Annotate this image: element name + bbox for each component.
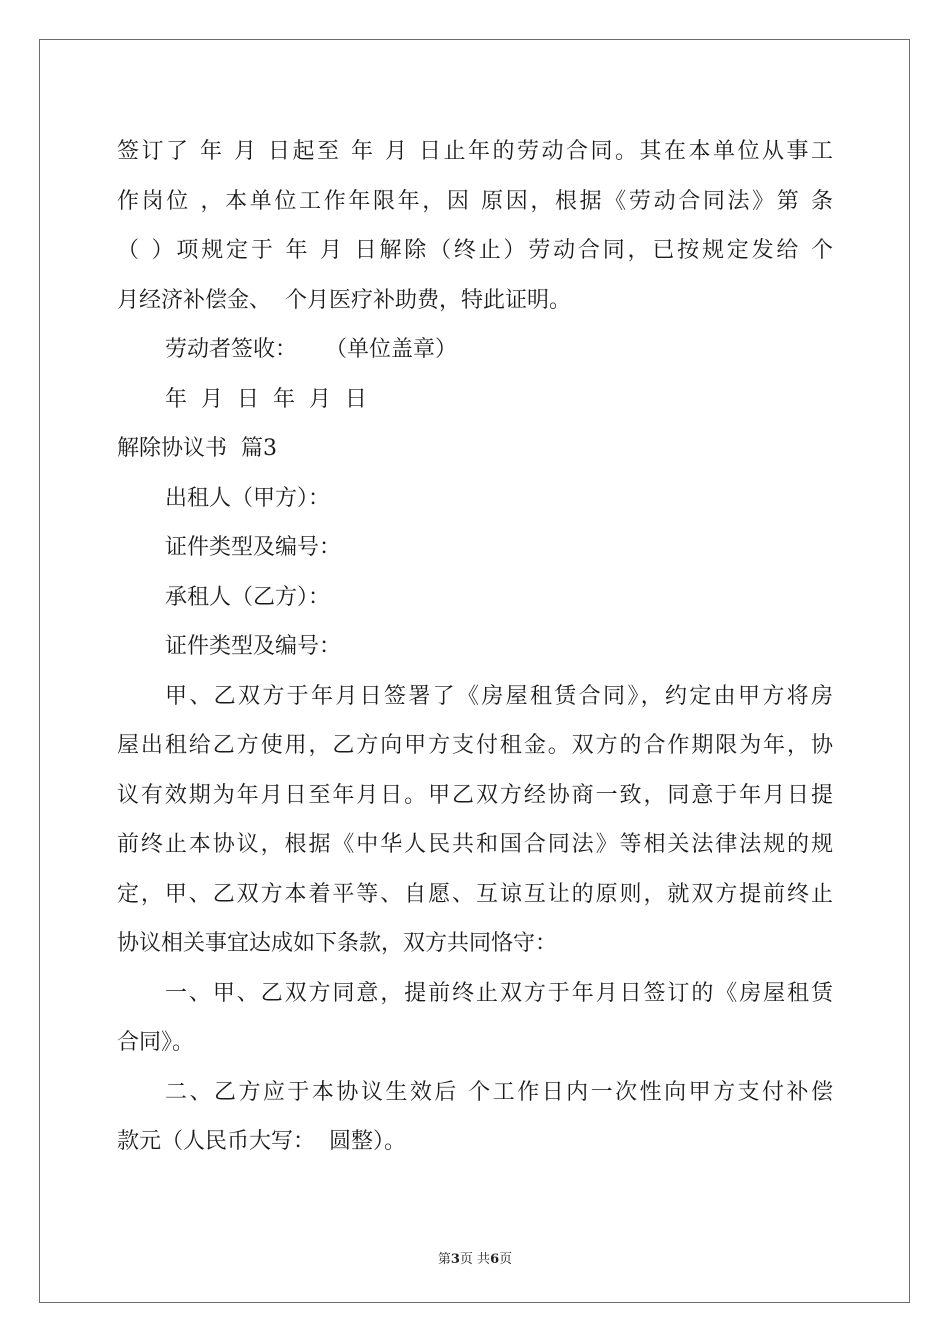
signature-line: 劳动者签收： （单位盖章） bbox=[165, 337, 457, 362]
clause-line: 二、乙方应于本协议生效后 个工作日内一次性向甲方支付补偿 bbox=[165, 1079, 833, 1105]
paragraph-line: 定，甲、乙双方本着平等、自愿、互谅互让的原则，就双方提前终止 bbox=[117, 881, 833, 907]
field-lessor-id: 证件类型及编号： bbox=[165, 535, 342, 560]
paragraph-line: 月经济补偿金、 个月医疗补助费，特此证明。 bbox=[117, 287, 571, 313]
section-heading: 解除协议书 篇3 bbox=[117, 436, 277, 461]
paragraph-line: 前终止本协议，根据《中华人民共和国合同法》等相关法律法规的规 bbox=[117, 832, 833, 857]
clause-line: 款元（人民币大写： 圆整）。 bbox=[117, 1129, 406, 1154]
paragraph-line: 协议相关事宜达成如下条款，双方共同恪守： bbox=[117, 931, 558, 956]
page-current: 3 bbox=[450, 1252, 460, 1267]
page-mid: 页 共 bbox=[459, 1252, 491, 1267]
paragraph-line: 屋出租给乙方使用，乙方向甲方支付租金。双方的合作期限为年，协 bbox=[117, 733, 833, 758]
paragraph-line: （ ）项规定于 年 月 日解除（终止）劳动合同，已按规定发给 个 bbox=[117, 238, 833, 263]
document-body bbox=[117, 127, 833, 1167]
page-suffix: 页 bbox=[499, 1252, 513, 1267]
page-total: 6 bbox=[490, 1252, 500, 1267]
field-lessor: 出租人（甲方）： bbox=[165, 485, 331, 511]
paragraph-line: 作岗位 ，本单位工作年限年，因 原因，根据《劳动合同法》第 条 bbox=[117, 188, 833, 214]
page-prefix: 第 bbox=[437, 1252, 451, 1267]
date-line: 年 月 日 年 月 日 bbox=[165, 386, 367, 412]
clause-line: 一、甲、乙双方同意，提前终止双方于年月日签订的《房屋租赁 bbox=[165, 980, 833, 1006]
paragraph-line: 甲、乙双方于年月日签署了《房屋租赁合同》，约定由甲方将房 bbox=[165, 683, 833, 709]
clause-line: 合同》。 bbox=[117, 1030, 195, 1055]
paragraph-line: 签订了 年 月 日起至 年 月 日止年的劳动合同。其在本单位从事工 bbox=[117, 139, 833, 164]
field-lessee-id: 证件类型及编号： bbox=[165, 634, 342, 659]
page-number-footer bbox=[0, 1248, 950, 1267]
field-lessee: 承租人（乙方）： bbox=[165, 584, 331, 610]
paragraph-line: 议有效期为年月日至年月日。甲乙双方经协商一致，同意于年月日提 bbox=[117, 782, 833, 808]
